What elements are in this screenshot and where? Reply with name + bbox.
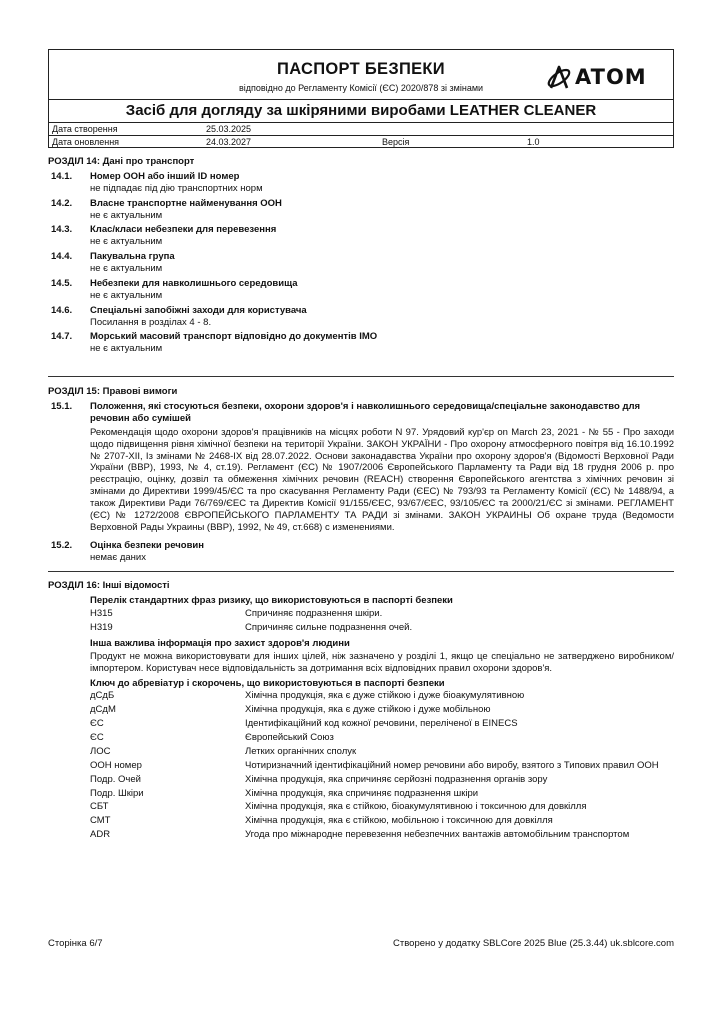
item-number: 14.5. xyxy=(51,277,73,289)
row-text: Спричиняє сильне подразнення очей. xyxy=(245,622,413,633)
item-number: 14.4. xyxy=(51,251,73,263)
created-with: Створено у додатку SBLCore 2025 Blue (25.3.44) uk.sblcore.com xyxy=(393,938,674,949)
table-row xyxy=(90,788,674,802)
section-15 xyxy=(48,386,674,563)
item-text: Рекомендація щодо охорони здоров'я працівників на місцях роботи N 97. Урядовий кур'єр on March 23, 2021 - № 55 - Про заходи щодо підвищення рівня хімічної безпеки на території України. ЗАКОН УКРАЇНИ - Про охорону атмосферного повітря від 16.10.1992 № 2707-XII, Із змінами № 2468-IX від 28.07.2022. Основи законадавства України про охорону здоров'я (Відомості Верховної Ради України (ВВР), 1993, № 4, ст.19). Регламент (ЄС) № 1907/2006 Європейського Парламенту та Ради від 18 грудня 2006 р. про реєстрацію, оцінку, дозвіл та обмеження хімічних речовин (REACH) створення Європейського агентства з хімічних речовин зі змінами до Директиви 1999/45/ЄС та про скасування Регламенту Ради (ЄЕС) № 793/93 та Регламенту Комісії (ЄС) № 1488/94, а також Директиви Ради 76/769/ЄЕС та Директив Комісії 91/155/ЄЕС, 93/67/ЄЕС, 93/105/ЄС та 2000/21/ЄС зі змінами. РЕГЛАМЕНТ (ЄС) № 1272/2008 ЄВРОПЕЙСЬКОГО ПАРЛАМЕНТУ ТА РАДИ зі змінами. ЗАКОН УКРАИНЫ Об охране труда (Ведомости Верховной Рады Украины (ВВР), 1992, № 49, ст.668) с изменениями. xyxy=(90,426,674,533)
item-value: не є актуальним xyxy=(90,343,163,355)
version-value: 1.0 xyxy=(527,137,540,147)
table-row xyxy=(90,704,674,718)
row-code: ЛОС xyxy=(90,745,111,757)
document-title: ПАСПОРТ БЕЗПЕКИ xyxy=(277,60,445,78)
table-row xyxy=(90,718,674,732)
created-label: Дата створення xyxy=(52,124,118,134)
item-title: Власне транспортне найменування ООН xyxy=(90,197,282,209)
item-15-1 xyxy=(48,401,674,534)
item-title: Клас/класи небезпеки для перевезення xyxy=(90,224,277,236)
item-title: Номер ООН або інший ID номер xyxy=(90,170,240,182)
row-code: H319 xyxy=(90,622,113,633)
item-title: Спеціальні запобіжні заходи для користувача xyxy=(90,304,307,316)
row-text: Спричиняє подразнення шкіри. xyxy=(245,608,383,620)
item-title: Небезпеки для навколишнього середовища xyxy=(90,277,298,289)
row-code: СБТ xyxy=(90,801,109,813)
row-code: дСдМ xyxy=(90,704,116,716)
item-number: 14.6. xyxy=(51,304,73,316)
row-text: Хімічна продукція, яка спричиняє подразнення шкіри xyxy=(245,787,479,799)
version-label: Версія xyxy=(382,137,410,147)
created-row xyxy=(49,123,673,135)
row-text: Ідентифікаційний код кожної речовини, переліченої в EINECS xyxy=(245,718,518,730)
table-row xyxy=(90,732,674,746)
row-code: ЄС xyxy=(90,718,104,730)
item-value: не підпадає під дію транспортних норм xyxy=(90,182,263,194)
transport-item xyxy=(48,224,674,248)
transport-item xyxy=(48,251,674,275)
row-code: H315 xyxy=(90,608,113,620)
item-number: 15.1. xyxy=(51,401,73,412)
section-14 xyxy=(48,156,674,355)
row-code: ADR xyxy=(90,829,111,841)
phrases-table xyxy=(90,608,674,636)
row-code: ЄС xyxy=(90,732,104,743)
row-code: Подр. Шкіри xyxy=(90,787,144,799)
row-code: Подр. Очей xyxy=(90,773,141,785)
item-number: 14.7. xyxy=(51,331,73,343)
row-text: Хімічна продукція, яка є стійкою, мобільною і токсичною для довкілля xyxy=(245,815,553,827)
document-header xyxy=(48,49,674,148)
created-value: 25.03.2025 xyxy=(206,124,252,134)
transport-item xyxy=(48,198,674,222)
row-code: дСдБ xyxy=(90,690,115,702)
transport-item xyxy=(48,305,674,329)
row-text: Хімічна продукція, яка є стійкою, біоакумулятивною і токсичною для довкілля xyxy=(245,801,587,813)
item-title: Оцінка безпеки речовин xyxy=(90,539,204,551)
table-row xyxy=(90,815,674,829)
item-value: не є актуальним xyxy=(90,289,163,301)
abbreviations-table xyxy=(90,690,674,843)
item-number: 14.2. xyxy=(51,197,73,209)
transport-item xyxy=(48,278,674,302)
table-row xyxy=(90,622,674,636)
regulation-subtitle: відповідно до Регламенту Комісії (ЄС) 2020/878 зі змінами xyxy=(238,83,484,93)
abbreviations-heading: Ключ до абревіатур і скорочень, що використовуються в паспорті безпеки xyxy=(90,677,445,689)
table-row xyxy=(90,760,674,774)
other-info-text: Продукт не можна використовувати для інших цілей, ніж зазначено у розділі 1, якщо це спеціально не затверджено виробником/імпортером. Користувач несе відповідальність за дотримання всіх відповідних правил охорони здоров'я. xyxy=(90,650,674,674)
item-text: немає даних xyxy=(90,551,146,563)
section-16 xyxy=(48,580,674,843)
atom-logo-icon xyxy=(545,64,573,90)
atom-logo xyxy=(545,63,665,91)
updated-row xyxy=(49,135,673,147)
row-text: Хімічна продукція, яка є дуже стійкою і дуже біоакумулятивною xyxy=(245,690,525,702)
row-code: ООН номер xyxy=(90,759,142,771)
row-text: Хімічна продукція, яка є дуже стійкою і дуже мобільною xyxy=(245,704,491,716)
item-value: не є актуальним xyxy=(90,263,163,274)
item-15-2 xyxy=(48,540,674,564)
row-text: Летких органічних сполук xyxy=(245,745,357,757)
item-number: 15.2. xyxy=(51,539,73,551)
table-row xyxy=(90,690,674,704)
phrases-heading: Перелік стандартних фраз ризику, що використовуються в паспорті безпеки xyxy=(90,595,453,607)
item-value: не є актуальним xyxy=(90,236,163,248)
item-title: Положення, які стосуються безпеки, охорони здоров'я і навколишнього середовища/спеціальне законодавство для речовин або сумішей xyxy=(90,401,641,424)
row-text: Європейський Союз xyxy=(245,732,334,743)
updated-label: Дата оновлення xyxy=(52,137,120,147)
transport-item xyxy=(48,331,674,355)
table-row xyxy=(90,746,674,760)
table-row xyxy=(90,774,674,788)
row-code: СМТ xyxy=(90,815,111,827)
section-title: РОЗДІЛ 15: Правові вимоги xyxy=(48,386,178,398)
logo-text: ATOM xyxy=(575,64,647,89)
row-text: Угода про міжнародне перевезення небезпечних вантажів автомобільним транспортом xyxy=(245,829,630,841)
other-info-heading: Інша важлива інформація про захист здоров'я людини xyxy=(90,637,350,649)
document-body xyxy=(48,156,674,843)
product-name: Засіб для догляду за шкіряними виробами LEATHER CLEANER xyxy=(49,100,673,123)
page-number: Сторінка 6/7 xyxy=(48,938,103,949)
item-value: Посилання в розділах 4 - 8. xyxy=(90,316,212,328)
item-number: 14.1. xyxy=(51,170,73,182)
section-title: РОЗДІЛ 14: Дані про транспорт xyxy=(48,156,195,167)
item-value: не є актуальним xyxy=(90,209,163,221)
table-row xyxy=(90,608,674,622)
item-title: Морський масовий транспорт відповідно до документів IMO xyxy=(90,331,378,343)
row-text: Чотиризначний ідентифікаційний номер речовини або виробу, взятого з Типових правил ООН xyxy=(245,759,659,771)
section-title: РОЗДІЛ 16: Інші відомості xyxy=(48,580,170,592)
transport-item xyxy=(48,171,674,195)
item-title: Пакувальна група xyxy=(90,251,175,263)
item-number: 14.3. xyxy=(51,224,73,236)
table-row xyxy=(90,801,674,815)
updated-value: 24.03.2027 xyxy=(206,137,252,147)
table-row xyxy=(90,829,674,843)
row-text: Хімічна продукція, яка спричиняє серйозні подразнення органів зору xyxy=(245,773,548,785)
